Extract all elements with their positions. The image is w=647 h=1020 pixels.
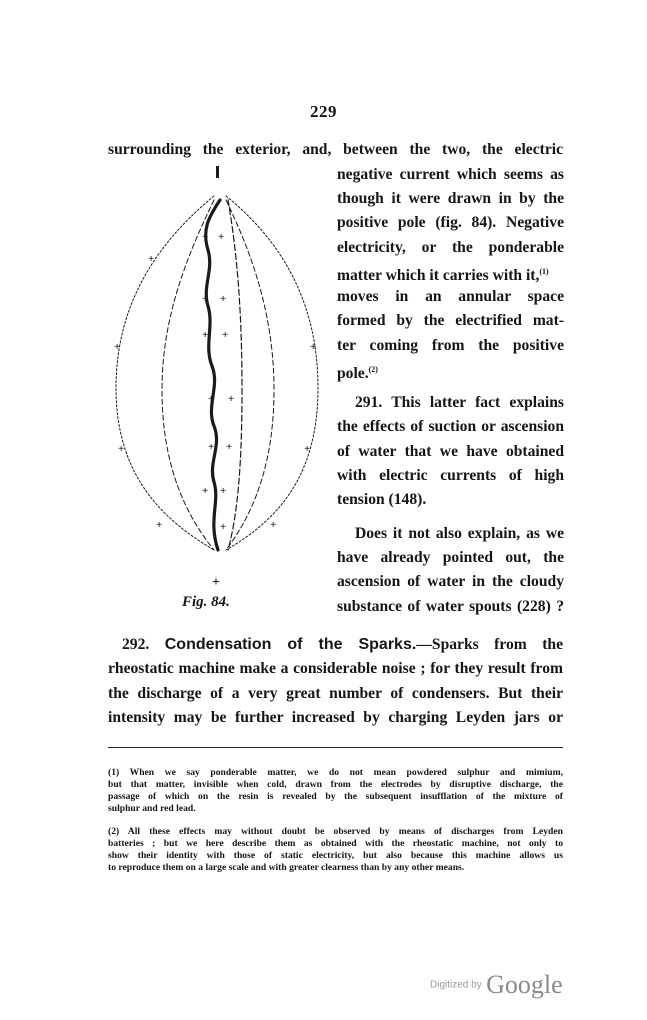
text-line: rheostatic machine make a considerable noise ; for they result from — [108, 660, 563, 677]
paragraph-291-start: 291. This latter fact explains — [355, 394, 564, 411]
text-line: Does it not also explain, as we — [355, 525, 564, 542]
plus-sign: + — [208, 441, 215, 453]
footnote-1-line: passage of which on the resin is revealed by the subsequent insufflation of the mixture of — [108, 791, 563, 802]
footnote-ref-2: (2) — [368, 365, 378, 374]
text-line: tension (148). — [337, 491, 427, 508]
text-line — [337, 361, 564, 383]
field-line-inner-right — [228, 200, 242, 550]
plus-sign: + — [156, 519, 163, 531]
plus-sign: + — [218, 231, 225, 243]
plus-sign: + — [310, 341, 317, 353]
text-line: electricity, or the ponderable — [337, 239, 564, 256]
text-line: positive pole (fig. 84). Negative — [337, 214, 564, 231]
plus-sign: + — [220, 521, 227, 533]
plus-sign: + — [228, 393, 235, 405]
field-line-outer-right — [226, 196, 318, 550]
text-line-content: —Sparks from the — [416, 636, 563, 653]
section-title: Condensation of the Sparks. — [164, 636, 417, 653]
text-line: formed by the electrified mat- — [337, 312, 564, 329]
text-line: of water that we have obtained — [337, 443, 564, 460]
text-line: moves in an annular space — [337, 288, 564, 305]
plus-sign: + — [202, 293, 209, 305]
text-line: the discharge of a very great number of condensers. But their — [108, 685, 563, 702]
text-line: ter coming from the positive — [337, 337, 564, 354]
negative-pole-mark — [216, 166, 219, 178]
text-line: have already pointed out, the — [337, 549, 564, 566]
plus-sign: + — [118, 443, 125, 455]
plus-sign: + — [220, 485, 227, 497]
footnote-2-line: to reproduce them on a large scale and with greater clearness than by any other means. — [108, 862, 465, 873]
field-line-outer-left — [116, 196, 214, 550]
figure-84-diagram — [108, 158, 330, 598]
digitized-watermark — [430, 970, 563, 1000]
plus-sign: + — [208, 393, 215, 405]
positive-pole-mark: + — [212, 575, 220, 590]
footnote-ref-1: (1) — [539, 267, 549, 276]
plus-sign: + — [222, 329, 229, 341]
plus-sign: + — [114, 341, 121, 353]
figure-caption: Fig. 84. — [182, 594, 230, 610]
plus-sign: + — [202, 231, 209, 243]
text-line: with electric currents of high — [337, 467, 564, 484]
plus-sign: + — [202, 485, 209, 497]
plus-sign: + — [270, 519, 277, 531]
text-line: the effects of suction or ascension — [337, 418, 564, 435]
text-line-content: pole. — [337, 365, 369, 383]
text-line: surrounding the exterior, and, between the two, the electric — [108, 141, 563, 158]
google-logo: Google — [486, 970, 563, 999]
text-line: intensity may be further increased by charging Leyden jars or — [108, 709, 563, 726]
discharge-path — [206, 200, 220, 550]
footnote-2-line: show their identity with those of static electricity, but also because this machine allows us — [108, 850, 563, 861]
text-line: though it were drawn in by the — [337, 190, 564, 207]
footnote-1-line: but that matter, invisible when cold, drawn from the electrodes by disruptive discharge, the — [108, 779, 563, 790]
plus-sign: + — [202, 329, 209, 341]
text-line — [337, 263, 564, 285]
field-line-mid-left — [162, 200, 214, 550]
footnote-1-line: sulphur and red lead. — [108, 803, 196, 814]
plus-sign: + — [226, 441, 233, 453]
page-number: 229 — [310, 102, 337, 121]
text-line: ascension of water in the cloudy — [337, 573, 564, 590]
footnote-rule — [108, 747, 563, 748]
footnote-1-line: (1) When we say ponderable matter, we do not mean powdered sulphur and mimium, — [108, 767, 563, 778]
plus-sign: + — [220, 293, 227, 305]
text-line-content: matter which it carries with it, — [337, 267, 540, 285]
text-line: substance of water spouts (228) ? — [337, 598, 564, 615]
text-line: negative current which seems as — [337, 166, 564, 183]
footnote-2-line: (2) All these effects may without doubt be observed by means of discharges from Leyden — [108, 826, 563, 837]
plus-sign: + — [148, 253, 155, 265]
footnote-2-line: batteries ; but we here describe them as obtained with the rheostatic machine, not only to — [108, 838, 563, 849]
watermark-prefix: Digitized by — [430, 979, 482, 991]
plus-sign: + — [304, 443, 311, 455]
section-number: 292. — [122, 636, 150, 653]
field-line-mid-right — [226, 200, 277, 550]
section-heading-line — [122, 636, 563, 654]
